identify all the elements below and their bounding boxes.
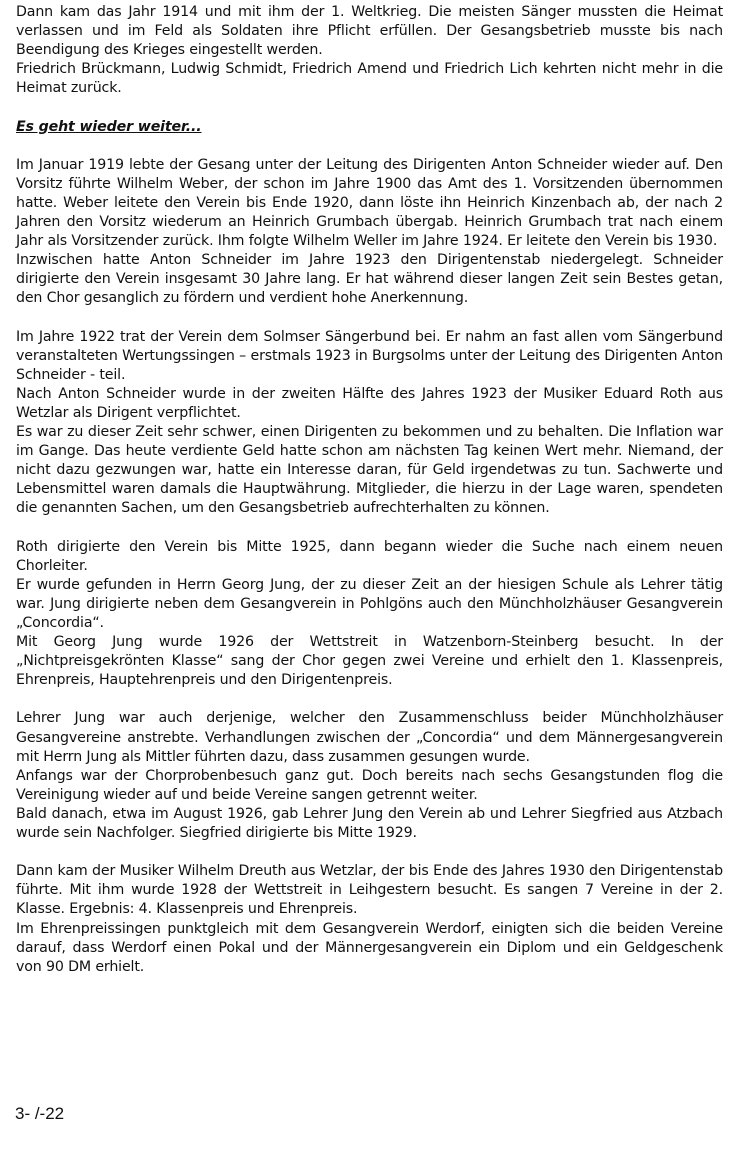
paragraph-line: Bald danach, etwa im August 1926, gab Lehrer Jung den Verein ab und Lehrer Siegfried aus Atzbach wurde sein Nachfolger. Siegfried dirigierte bis Mitte 1929.: [16, 805, 723, 842]
paragraph-1922: [16, 328, 723, 519]
paragraph-line: Nach Anton Schneider wurde in der zweiten Hälfte des Jahres 1923 der Musiker Eduard Roth aus Wetzlar als Dirigent verpflichtet.: [16, 385, 723, 421]
paragraph-line: Es war zu dieser Zeit sehr schwer, einen Dirigenten zu bekommen und zu behalten. Die Inflation war im Gange. Das heute verdiente Geld hatte schon am nächsten Tag keinen Wert mehr. Niemand, der nicht dazu gezwungen war, hatte ein Interesse daran, für Geld irgendetwas zu tun. Sachwerte und Lebensmittel waren damals die Hauptwährung. Mitglieder, die hierzu in der Lage waren, spendeten die genannten Sachen, um den Gesangsbetrieb aufrechterhalten zu können.: [16, 424, 723, 517]
page-number: 3- /-22: [15, 1104, 65, 1123]
paragraph-line: Mit Georg Jung wurde 1926 der Wettstreit in Watzenborn-Steinberg besucht. In der „Nichtpreisgekrönten Klasse“ sang der Chor gegen zwei Vereine und erhielt den 1. Klassenpreis, Ehrenpreis, Hauptehrenpreis und den Dirigentenpreis.: [16, 634, 723, 689]
paragraph-1919: [16, 156, 723, 309]
paragraph-line: Im Januar 1919 lebte der Gesang unter der Leitung des Dirigenten Anton Schneider wieder auf. Den Vorsitz führte Wilhelm Weber, der schon im Jahre 1900 das Amt des 1. Vorsitzenden übernommen hatte. Weber leitete den Verein bis Ende 1920, dann löste ihn Heinrich Kinzenbach ab, der nach 2 Jahren den Vorsitz wiederum an Heinrich Grumbach übergab. Heinrich Grumbach trat nach einem Jahr als Vorsitzender zurück. Ihm folgte Wilhelm Weller im Jahre 1924. Er leitete den Verein bis 1930.: [16, 156, 723, 250]
paragraph-dreuth: [16, 862, 723, 977]
paragraph-line: Inzwischen hatte Anton Schneider im Jahre 1923 den Dirigentenstab niedergelegt. Schneider dirigierte den Verein insgesamt 30 Jahre lang. Er hat während dieser langen Zeit sein Bestes getan, den Chor gesanglich zu fördern und verdient hohe Anerkennung.: [16, 252, 723, 307]
paragraph-line: Lehrer Jung war auch derjenige, welcher den Zusammenschluss beider Münchholzhäuser Gesangvereine anstrebte. Verhandlungen zwischen der „Concordia“ und dem Männergesangverein mit Herrn Jung als Mittler führten dazu, dass zusammen gesungen wurde.: [16, 710, 723, 765]
paragraph-1925: [16, 538, 723, 691]
paragraph-line: Im Ehrenpreissingen punktgleich mit dem Gesangverein Werdorf, einigten sich die beiden Vereine darauf, dass Werdorf einen Pokal und der Männergesangverein ein Diplom und ein Geldgeschenk von 90 DM erhielt.: [16, 920, 723, 975]
paragraph-line: Friedrich Brückmann, Ludwig Schmidt, Friedrich Amend und Friedrich Lich kehrten nicht mehr in die Heimat zurück.: [16, 61, 723, 97]
document-page: [16, 3, 723, 996]
paragraph-line: Anfangs war der Chorprobenbesuch ganz gut. Doch bereits nach sechs Gesangstunden flog die Vereinigung wieder auf und beide Vereine sangen getrennt weiter.: [16, 767, 723, 803]
paragraph-line: Roth dirigierte den Verein bis Mitte 1925, dann begann wieder die Suche nach einem neuen Chorleiter.: [16, 538, 723, 574]
section-heading: Es geht wieder weiter...: [16, 118, 202, 135]
paragraph-line: Dann kam der Musiker Wilhelm Dreuth aus Wetzlar, der bis Ende des Jahres 1930 den Dirigentenstab führte. Mit ihm wurde 1928 der Wettstreit in Leihgestern besucht. Es sangen 7 Vereine in der 2. Klasse. Ergebnis: 4. Klassenpreis und Ehrenpreis.: [16, 863, 723, 918]
paragraph-jung: [16, 709, 723, 843]
paragraph-ww1: [16, 3, 723, 98]
paragraph-line: Dann kam das Jahr 1914 und mit ihm der 1. Weltkrieg. Die meisten Sänger mussten die Heimat verlassen und im Feld als Soldaten ihre Pflicht erfüllen. Der Gesangsbetrieb musste bis nach Beendigung des Krieges eingestellt werden.: [16, 4, 723, 59]
paragraph-line: Im Jahre 1922 trat der Verein dem Solmser Sängerbund bei. Er nahm an fast allen vom Sängerbund veranstalteten Wertungssingen – erstmals 1923 in Burgsolms unter der Leitung des Dirigenten Anton Schneider - teil.: [16, 328, 723, 383]
paragraph-line: Er wurde gefunden in Herrn Georg Jung, der zu dieser Zeit an der hiesigen Schule als Lehrer tätig war. Jung dirigierte neben dem Gesangverein in Pohlgöns auch den Münchholzhäuser Gesangverein „Concordia“.: [16, 576, 723, 631]
